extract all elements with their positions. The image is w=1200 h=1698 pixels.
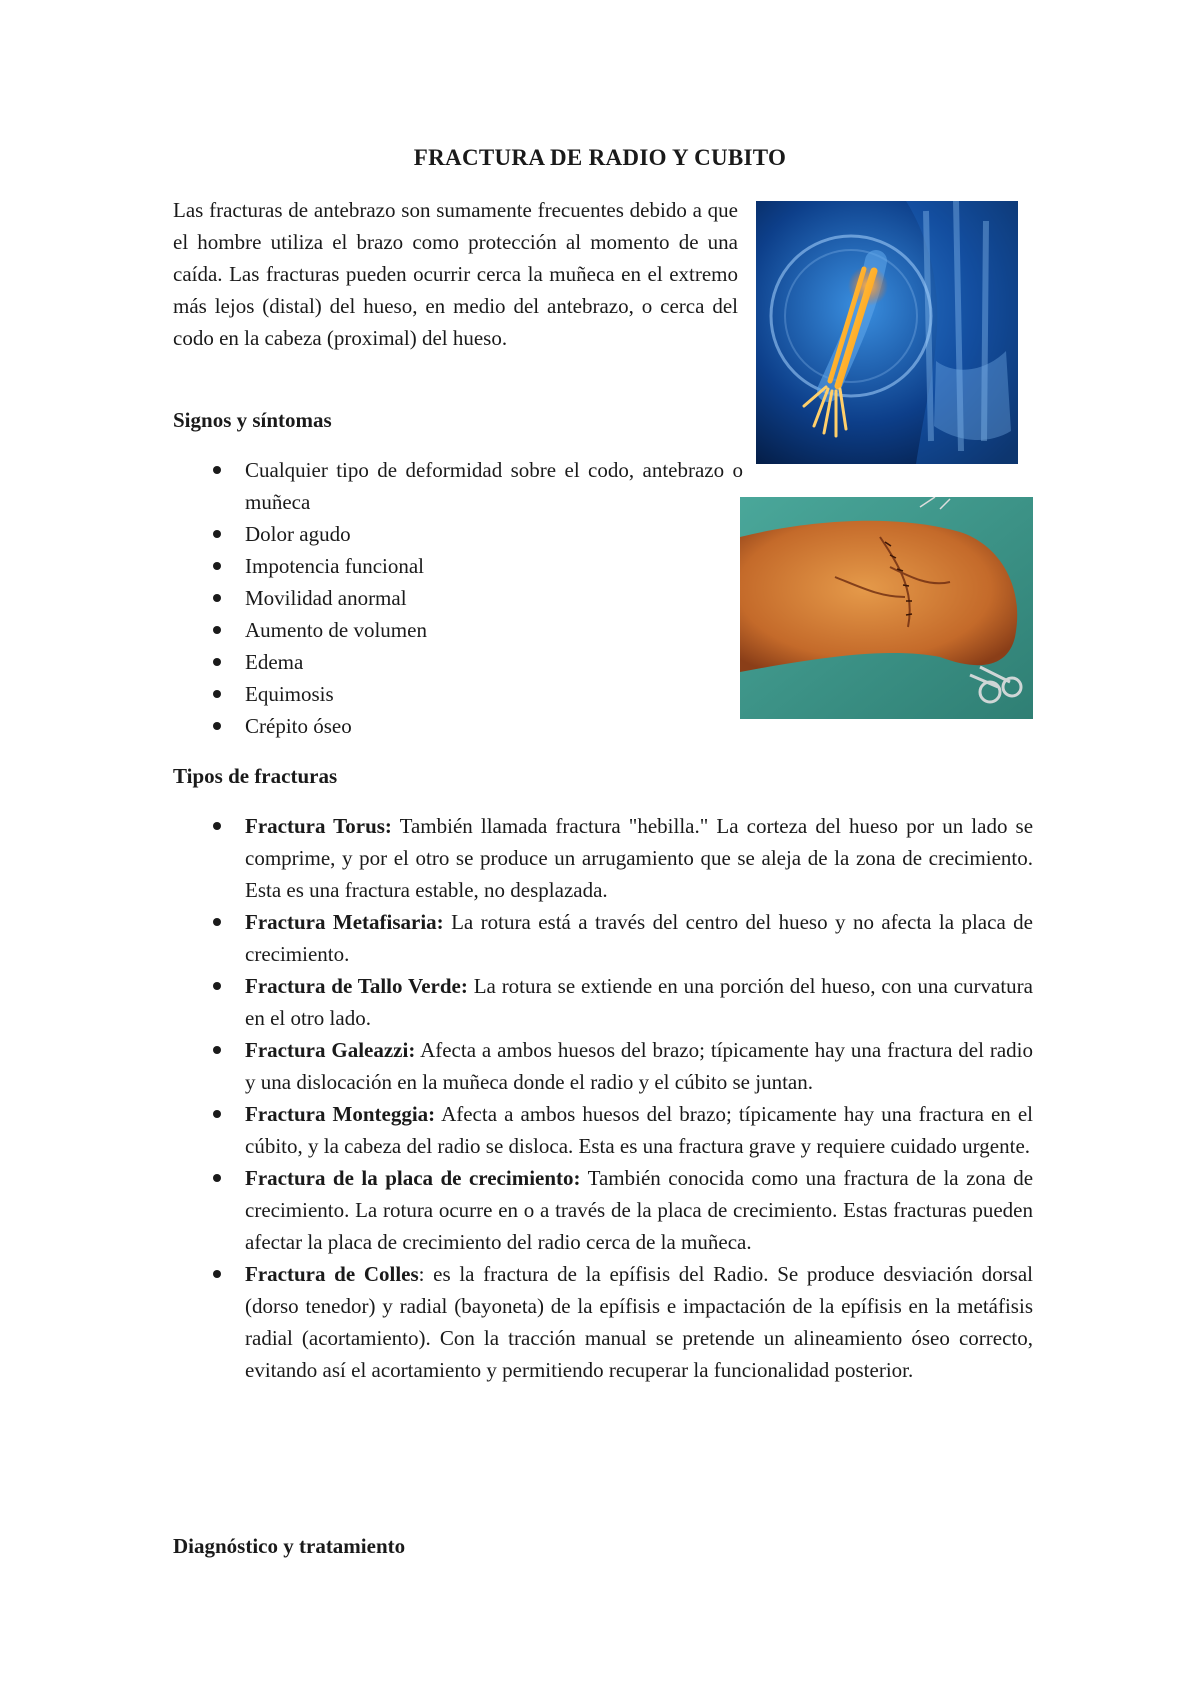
bullet-icon <box>213 982 221 990</box>
signs-list <box>173 454 743 742</box>
list-item: Crépito óseo <box>173 710 743 742</box>
bullet-icon <box>213 918 221 926</box>
fracture-term: Fractura Monteggia: <box>245 1102 436 1126</box>
list-item: Fractura Galeazzi: Afecta a ambos huesos del brazo; típicamente hay una fractura del radio y una dislocación en la muñeca donde el radio y el cúbito se juntan. <box>173 1034 1033 1098</box>
bullet-icon <box>213 1270 221 1278</box>
list-item: Fractura de la placa de crecimiento: También conocida como una fractura de la zona de crecimiento. La rotura ocurre en o a través de la placa de crecimiento. Estas fracturas pueden afectar la placa de crecimiento del radio cerca de la muñeca. <box>173 1162 1033 1258</box>
page-title: FRACTURA DE RADIO Y CUBITO <box>413 145 787 170</box>
bullet-icon <box>213 530 221 538</box>
list-item: Cualquier tipo de deformidad sobre el codo, antebrazo o muñeca <box>173 454 743 518</box>
list-item: Dolor agudo <box>173 518 743 550</box>
signs-heading: Signos y síntomas <box>173 408 332 432</box>
surgical-elbow-photo <box>740 497 1033 719</box>
bullet-icon <box>213 1046 221 1054</box>
bullet-icon <box>213 658 221 666</box>
bullet-icon <box>213 722 221 730</box>
bullet-icon <box>213 1110 221 1118</box>
list-item: Impotencia funcional <box>173 550 743 582</box>
bullet-icon <box>213 822 221 830</box>
fracture-term: Fractura de Tallo Verde: <box>245 974 468 998</box>
bullet-icon <box>213 626 221 634</box>
fracture-term: Fractura de la placa de crecimiento: <box>245 1166 581 1190</box>
list-item: Edema <box>173 646 743 678</box>
forearm-xray-image <box>756 201 1018 464</box>
list-item: Fractura Metafisaria: La rotura está a través del centro del hueso y no afecta la placa de crecimiento. <box>173 906 1033 970</box>
bullet-icon <box>213 466 221 474</box>
list-item: Fractura de Tallo Verde: La rotura se extiende en una porción del hueso, con una curvatura en el otro lado. <box>173 970 1033 1034</box>
list-item: Fractura Torus: También llamada fractura "hebilla." La corteza del hueso por un lado se comprime, y por el otro se produce un arrugamiento que se aleja de la zona de crecimiento. Esta es una fractura estable, no desplazada. <box>173 810 1033 906</box>
fracture-term: Fractura Galeazzi: <box>245 1038 416 1062</box>
bullet-icon <box>213 562 221 570</box>
bullet-icon <box>213 594 221 602</box>
intro-paragraph: Las fracturas de antebrazo son sumamente frecuentes debido a que el hombre utiliza el brazo como protección al momento de una caída. Las fracturas pueden ocurrir cerca la muñeca en el extremo más lejos (distal) del hueso, en medio del antebrazo, o cerca del codo en la cabeza (proximal) del hueso. <box>173 198 738 350</box>
list-item: Equimosis <box>173 678 743 710</box>
fracture-types-list <box>173 810 1033 1386</box>
fracture-term: Fractura Torus: <box>245 814 392 838</box>
fracture-term: Fractura de Colles <box>245 1262 419 1286</box>
fracture-term: Fractura Metafisaria: <box>245 910 444 934</box>
bullet-icon <box>213 690 221 698</box>
list-item: Aumento de volumen <box>173 614 743 646</box>
list-item: Movilidad anormal <box>173 582 743 614</box>
diagnosis-heading: Diagnóstico y tratamiento <box>173 1534 406 1558</box>
bullet-icon <box>213 1174 221 1182</box>
list-item: Fractura de Colles: es la fractura de la epífisis del Radio. Se produce desviación dorsal (dorso tenedor) y radial (bayoneta) de la epífisis e impactación de la epífisis en la metáfisis radial (acortamiento). Con la tracción manual se pretende un alineamiento óseo correcto, evitando así el acortamiento y permitiendo recuperar la funcionalidad posterior. <box>173 1258 1033 1386</box>
list-item: Fractura Monteggia: Afecta a ambos huesos del brazo; típicamente hay una fractura en el cúbito, y la cabeza del radio se disloca. Esta es una fractura grave y requiere cuidado urgente. <box>173 1098 1033 1162</box>
types-heading: Tipos de fracturas <box>173 764 338 788</box>
